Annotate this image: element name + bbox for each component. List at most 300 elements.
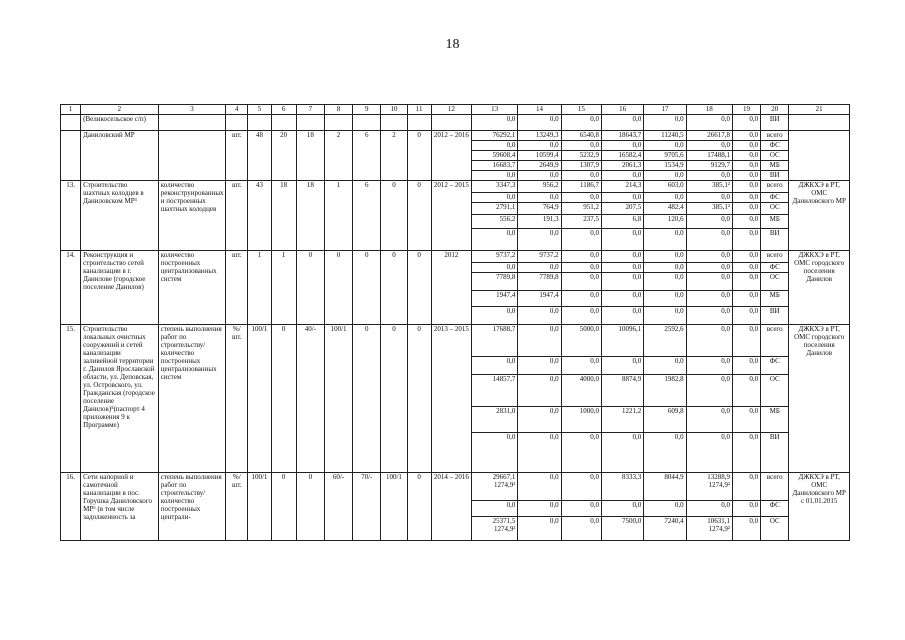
funding-value: 59608,4 xyxy=(472,151,518,161)
funding-value: 29667,1 1274,9² xyxy=(472,473,518,501)
indicator-value: 0 xyxy=(407,325,431,473)
funding-value: 4000,0 xyxy=(561,375,601,407)
column-number-1: 1 xyxy=(61,105,81,115)
funding-value: 0,0 xyxy=(686,291,732,307)
funding-value: 0,0 xyxy=(561,229,601,251)
funding-value: 16683,7 xyxy=(472,161,518,171)
funding-value: 603,0 xyxy=(644,181,686,193)
funding-value: 0,0 xyxy=(686,251,732,263)
column-number-2: 2 xyxy=(81,105,159,115)
funding-value: 26617,8 xyxy=(686,131,732,141)
unit: шт. xyxy=(226,131,248,181)
funding-value: 0,0 xyxy=(732,151,760,161)
funding-value: 0,0 xyxy=(732,251,760,263)
funding-value: 0,0 xyxy=(732,357,760,375)
table-row xyxy=(61,131,850,141)
indicator-value: 1 xyxy=(271,251,296,325)
table-row xyxy=(61,181,850,193)
indicator-value: 20 xyxy=(271,131,296,181)
column-number-7: 7 xyxy=(296,105,324,115)
funding-value: 0,0 xyxy=(732,263,760,273)
funding-value: 0,0 xyxy=(561,115,601,131)
funding-value: 7500,0 xyxy=(601,517,643,541)
funding-value: 13288,9 1274,9² xyxy=(686,473,732,501)
indicator-name xyxy=(158,131,226,181)
indicator-value xyxy=(296,115,324,131)
funding-value: 14857,7 xyxy=(472,375,518,407)
unit: шт. xyxy=(226,181,248,251)
row-number xyxy=(61,131,81,181)
funding-value: 0,0 xyxy=(601,229,643,251)
measure-name: Сети напорной и самотечной канализации в пос. Горушка Даниловского МР⁶ (в том числе задолженность за xyxy=(81,473,159,541)
funding-value: 0,0 xyxy=(601,115,643,131)
indicator-value xyxy=(248,115,271,131)
funding-value: 0,0 xyxy=(561,307,601,325)
indicator-value: 0 xyxy=(324,251,352,325)
indicator-value xyxy=(381,115,407,131)
funding-value: 0,0 xyxy=(518,307,561,325)
column-number-17: 17 xyxy=(644,105,686,115)
funding-value: 0,0 xyxy=(686,229,732,251)
funding-value: 207,5 xyxy=(601,203,643,215)
indicator-value: 2 xyxy=(381,131,407,181)
indicator-value: 100/1 xyxy=(324,325,352,473)
funding-value: 3347,3 xyxy=(472,181,518,193)
funding-value: 0,0 xyxy=(686,171,732,181)
period-years: 2013 – 2015 xyxy=(431,325,471,473)
funding-value: 0,0 xyxy=(601,171,643,181)
indicator-value: 0 xyxy=(296,251,324,325)
funding-value: 0,0 xyxy=(518,407,561,433)
indicator-value: 2 xyxy=(324,131,352,181)
funding-value: 0,0 xyxy=(686,215,732,229)
funding-value: 7789,8 xyxy=(472,273,518,291)
funding-source-code: ФС xyxy=(761,263,789,273)
funding-value: 0,0 xyxy=(732,193,760,203)
indicator-value xyxy=(353,115,381,131)
funding-source-code: ВИ xyxy=(761,307,789,325)
funding-value: 0,0 xyxy=(472,229,518,251)
table-row xyxy=(61,251,850,263)
funding-value: 2592,6 xyxy=(644,325,686,357)
row-number: 13. xyxy=(61,181,81,251)
funding-source-code: ВИ xyxy=(761,433,789,473)
funding-value: 8874,9 xyxy=(601,375,643,407)
column-number-3: 3 xyxy=(158,105,226,115)
indicator-value: 0 xyxy=(407,131,431,181)
funding-value: 0,0 xyxy=(518,229,561,251)
indicator-value: 48 xyxy=(248,131,271,181)
funding-value: 0,0 xyxy=(601,193,643,203)
funding-value: 0,0 xyxy=(518,433,561,473)
funding-value: 0,0 xyxy=(518,501,561,517)
funding-value: 0,0 xyxy=(561,273,601,291)
funding-value: 2061,3 xyxy=(601,161,643,171)
funding-source-code: ОС xyxy=(761,375,789,407)
funding-value: 0,0 xyxy=(644,357,686,375)
funding-source-code: МБ xyxy=(761,291,789,307)
indicator-name: количество реконструированных и построенных шахтных колодцев xyxy=(158,181,226,251)
funding-value: 0,0 xyxy=(686,375,732,407)
funding-value: 1186,7 xyxy=(561,181,601,193)
indicator-value: 6 xyxy=(353,181,381,251)
funding-value: 0,0 xyxy=(644,115,686,131)
indicator-value: 0 xyxy=(381,251,407,325)
funding-source-code: МБ xyxy=(761,407,789,433)
funding-value: 609,8 xyxy=(644,407,686,433)
period-years: 2012 – 2016 xyxy=(431,131,471,181)
funding-value: 0,0 xyxy=(561,501,601,517)
funding-value: 0,0 xyxy=(518,141,561,151)
column-number-21: 21 xyxy=(789,105,850,115)
funding-value: 9129,7 xyxy=(686,161,732,171)
funding-value: 76292,1 xyxy=(472,131,518,141)
funding-source-code: МБ xyxy=(761,215,789,229)
funding-value: 2831,0 xyxy=(472,407,518,433)
funding-value: 0,0 xyxy=(518,193,561,203)
funding-value: 13249,3 xyxy=(518,131,561,141)
indicator-value: 6 xyxy=(353,131,381,181)
period-years: 2014 – 2016 xyxy=(431,473,471,541)
funding-value: 237,5 xyxy=(561,215,601,229)
funding-value: 10631,1 1274,9² xyxy=(686,517,732,541)
funding-value: 0,0 xyxy=(686,193,732,203)
funding-value: 0,0 xyxy=(472,141,518,151)
funding-value: 0,0 xyxy=(732,473,760,501)
funding-value: 2649,9 xyxy=(518,161,561,171)
funding-value: 385,1² xyxy=(686,181,732,193)
table-row xyxy=(61,115,850,131)
funding-value: 0,0 xyxy=(732,141,760,151)
funding-value: 0,0 xyxy=(686,141,732,151)
funding-value: 18643,7 xyxy=(601,131,643,141)
funding-value: 9705,6 xyxy=(644,151,686,161)
indicator-value: 0 xyxy=(353,251,381,325)
indicator-name: степень выполнения работ по строительству/ количество построенных централи- xyxy=(158,473,226,541)
funding-value: 0,0 xyxy=(518,115,561,131)
funding-source-code: ФС xyxy=(761,193,789,203)
indicator-value: 0 xyxy=(271,473,296,541)
column-number-5: 5 xyxy=(248,105,271,115)
funding-value: 0,0 xyxy=(472,193,518,203)
indicator-value: 0 xyxy=(296,473,324,541)
executor: ДЖКХЭ в РТ, ОМС Даниловского МР с 01.01.2015 xyxy=(789,473,850,541)
column-number-19: 19 xyxy=(732,105,760,115)
unit: %/ шт. xyxy=(226,473,248,541)
funding-value: 1947,4 xyxy=(472,291,518,307)
funding-value: 0,0 xyxy=(732,273,760,291)
indicator-value: 18 xyxy=(296,181,324,251)
funding-value: 0,0 xyxy=(601,433,643,473)
column-number-18: 18 xyxy=(686,105,732,115)
funding-value: 0,0 xyxy=(472,171,518,181)
funding-value: 0,0 xyxy=(686,115,732,131)
indicator-value: 43 xyxy=(248,181,271,251)
funding-value: 0,0 xyxy=(518,171,561,181)
funding-value: 0,0 xyxy=(518,517,561,541)
funding-value: 7789,8 xyxy=(518,273,561,291)
indicator-value: 0 xyxy=(353,325,381,473)
funding-value: 0,0 xyxy=(732,229,760,251)
funding-value: 0,0 xyxy=(561,473,601,501)
funding-value: 0,0 xyxy=(472,263,518,273)
column-number-16: 16 xyxy=(601,105,643,115)
table-row xyxy=(61,473,850,501)
funding-value: 0,0 xyxy=(472,357,518,375)
funding-value: 0,0 xyxy=(686,263,732,273)
funding-value: 0,0 xyxy=(601,291,643,307)
funding-value: 0,0 xyxy=(686,273,732,291)
indicator-value: 1 xyxy=(248,251,271,325)
funding-value: 0,0 xyxy=(644,501,686,517)
column-number-8: 8 xyxy=(324,105,352,115)
indicator-value: 100/1 xyxy=(248,473,271,541)
funding-value: 0,0 xyxy=(732,307,760,325)
funding-value: 764,9 xyxy=(518,203,561,215)
funding-value: 0,0 xyxy=(686,501,732,517)
funding-value: 0,0 xyxy=(518,263,561,273)
funding-value: 0,0 xyxy=(686,433,732,473)
funding-source-code: МБ xyxy=(761,161,789,171)
funding-value: 1000,0 xyxy=(561,407,601,433)
funding-source-code: всего xyxy=(761,325,789,357)
funding-value: 0,0 xyxy=(732,215,760,229)
funding-value: 10096,1 xyxy=(601,325,643,357)
indicator-value: 0 xyxy=(407,181,431,251)
funding-value: 0,0 xyxy=(686,325,732,357)
funding-value: 556,2 xyxy=(472,215,518,229)
funding-source-code: ФС xyxy=(761,357,789,375)
funding-value: 214,3 xyxy=(601,181,643,193)
measure-name: (Великосельское с/п) xyxy=(81,115,159,131)
indicator-value: 18 xyxy=(296,131,324,181)
funding-source-code: ОС xyxy=(761,151,789,161)
funding-value: 0,0 xyxy=(601,501,643,517)
column-number-20: 20 xyxy=(761,105,789,115)
funding-value: 0,0 xyxy=(561,357,601,375)
executor: ДЖКХЭ в РТ, ОМС Даниловского МР xyxy=(789,181,850,251)
funding-value: 0,0 xyxy=(518,325,561,357)
measure-name: Строительство локальных очистных сооружений и сетей канализации заливейной территории г. Данилов Ярославской области, ул. Деповская, ул. Островского, ул. Гражданская (городское поселение Данилов)⁵(паспорт 4 приложения 9 к Программе) xyxy=(81,325,159,473)
funding-value: 0,0 xyxy=(732,181,760,193)
funding-value: 0,0 xyxy=(644,251,686,263)
period-years xyxy=(431,115,471,131)
funding-value: 0,0 xyxy=(686,407,732,433)
funding-source-code: ВИ xyxy=(761,229,789,251)
funding-value: 0,0 xyxy=(561,517,601,541)
funding-value: 25371,5 1274,9² xyxy=(472,517,518,541)
funding-source-code: ВИ xyxy=(761,171,789,181)
funding-value: 1221,2 xyxy=(601,407,643,433)
funding-value: 0,0 xyxy=(601,263,643,273)
indicator-value: 0 xyxy=(407,473,431,541)
executor: ДЖКХЭ в РТ, ОМС городского поселения Данилов xyxy=(789,251,850,325)
funding-value: 0,0 xyxy=(732,407,760,433)
indicator-value xyxy=(407,115,431,131)
funding-value: 0,0 xyxy=(686,357,732,375)
funding-value: 0,0 xyxy=(518,375,561,407)
period-years: 2012 xyxy=(431,251,471,325)
page-number: 18 xyxy=(445,37,460,52)
funding-value: 0,0 xyxy=(732,131,760,141)
funding-value: 956,2 xyxy=(518,181,561,193)
funding-value: 0,0 xyxy=(561,193,601,203)
funding-source-code: ОС xyxy=(761,203,789,215)
row-number: 15. xyxy=(61,325,81,473)
unit xyxy=(226,115,248,131)
unit: шт. xyxy=(226,251,248,325)
funding-value: 0,0 xyxy=(732,115,760,131)
table-row xyxy=(61,325,850,357)
funding-value: 17488,1 xyxy=(686,151,732,161)
indicator-value xyxy=(271,115,296,131)
funding-value: 0,0 xyxy=(644,171,686,181)
funding-value: 6,8 xyxy=(601,215,643,229)
funding-source-code: ФС xyxy=(761,141,789,151)
funding-value: 0,0 xyxy=(518,357,561,375)
funding-value: 0,0 xyxy=(732,171,760,181)
funding-value: 0,0 xyxy=(561,171,601,181)
measure-name: Реконструкция и строительство сетей канализации в г. Данилове (городское поселение Данилов) xyxy=(81,251,159,325)
funding-value: 0,0 xyxy=(472,307,518,325)
funding-value: 0,0 xyxy=(732,517,760,541)
column-number-12: 12 xyxy=(431,105,471,115)
funding-value: 0,0 xyxy=(644,291,686,307)
executor: ДЖКХЭ в РТ, ОМС городского поселения Данилов xyxy=(789,325,850,473)
measure-name: Даниловский МР xyxy=(81,131,159,181)
indicator-value: 70/- xyxy=(353,473,381,541)
funding-value: 8044,9 xyxy=(644,473,686,501)
funding-value: 0,0 xyxy=(472,501,518,517)
funding-value: 7240,4 xyxy=(644,517,686,541)
funding-value: 0,0 xyxy=(644,141,686,151)
funding-value: 120,6 xyxy=(644,215,686,229)
indicator-name xyxy=(158,115,226,131)
funding-value: 0,0 xyxy=(472,433,518,473)
funding-source-code: всего xyxy=(761,131,789,141)
executor xyxy=(789,131,850,181)
funding-source-code: ОС xyxy=(761,273,789,291)
funding-value: 0,0 xyxy=(732,433,760,473)
funding-value: 0,0 xyxy=(601,141,643,151)
funding-source-code: ВИ xyxy=(761,115,789,131)
funding-value: 5000,0 xyxy=(561,325,601,357)
indicator-value: 100/1 xyxy=(248,325,271,473)
funding-value: 0,0 xyxy=(644,273,686,291)
funding-value: 2791,1 xyxy=(472,203,518,215)
funding-source-code: всего xyxy=(761,473,789,501)
measure-name: Строительство шахтных колодцев в Даниловском МР³ xyxy=(81,181,159,251)
funding-source-code: ОС xyxy=(761,517,789,541)
funding-value: 0,0 xyxy=(561,291,601,307)
funding-value: 0,0 xyxy=(601,357,643,375)
indicator-value: 100/1 xyxy=(381,473,407,541)
funding-source-code: всего xyxy=(761,181,789,193)
funding-value: 0,0 xyxy=(644,193,686,203)
funding-value: 1982,8 xyxy=(644,375,686,407)
column-number-9: 9 xyxy=(353,105,381,115)
indicator-value: 60/- xyxy=(324,473,352,541)
funding-value: 9737,2 xyxy=(518,251,561,263)
funding-value: 0,0 xyxy=(644,433,686,473)
funding-value: 0,0 xyxy=(732,325,760,357)
row-number: 14. xyxy=(61,251,81,325)
executor xyxy=(789,115,850,131)
funding-value: 1947,4 xyxy=(518,291,561,307)
funding-value: 0,0 xyxy=(561,141,601,151)
funding-value: 0,0 xyxy=(601,273,643,291)
funding-value: 10599,4 xyxy=(518,151,561,161)
column-number-13: 13 xyxy=(472,105,518,115)
funding-value: 0,0 xyxy=(732,161,760,171)
column-number-11: 11 xyxy=(407,105,431,115)
funding-value: 11240,5 xyxy=(644,131,686,141)
funding-value: 17688,7 xyxy=(472,325,518,357)
funding-value: 0,0 xyxy=(472,115,518,131)
funding-source-code: всего xyxy=(761,251,789,263)
funding-value: 0,0 xyxy=(601,307,643,325)
funding-value: 5232,9 xyxy=(561,151,601,161)
funding-value: 1307,9 xyxy=(561,161,601,171)
indicator-value xyxy=(324,115,352,131)
funding-value: 0,0 xyxy=(732,501,760,517)
funding-value: 0,0 xyxy=(644,229,686,251)
funding-value: 0,0 xyxy=(561,263,601,273)
period-years: 2012 – 2015 xyxy=(431,181,471,251)
indicator-value: 0 xyxy=(407,251,431,325)
indicator-value: 1 xyxy=(324,181,352,251)
column-number-row xyxy=(61,105,850,115)
indicator-name: степень выполнения работ по строительству/ количество построенных централизованных систем xyxy=(158,325,226,473)
indicator-value: 40/- xyxy=(296,325,324,473)
indicator-value: 0 xyxy=(381,181,407,251)
funding-value: 9737,2 xyxy=(472,251,518,263)
funding-value: 0,0 xyxy=(601,251,643,263)
indicator-value: 0 xyxy=(381,325,407,473)
column-number-6: 6 xyxy=(271,105,296,115)
funding-value: 385,1² xyxy=(686,203,732,215)
funding-value: 0,0 xyxy=(561,433,601,473)
indicator-name: количество построенных централизованных систем xyxy=(158,251,226,325)
funding-value: 0,0 xyxy=(686,307,732,325)
funding-value: 8333,3 xyxy=(601,473,643,501)
funding-value: 0,0 xyxy=(644,307,686,325)
funding-value: 1534,9 xyxy=(644,161,686,171)
row-number xyxy=(61,115,81,131)
unit: %/ шт. xyxy=(226,325,248,473)
funding-value: 0,0 xyxy=(644,263,686,273)
funding-value: 6540,8 xyxy=(561,131,601,141)
funding-value: 0,0 xyxy=(732,291,760,307)
funding-value: 951,2 xyxy=(561,203,601,215)
funding-value: 0,0 xyxy=(561,251,601,263)
table-body xyxy=(61,105,850,541)
program-table xyxy=(60,104,850,541)
column-number-4: 4 xyxy=(226,105,248,115)
indicator-value: 0 xyxy=(271,325,296,473)
column-number-10: 10 xyxy=(381,105,407,115)
funding-value: 0,0 xyxy=(732,203,760,215)
indicator-value: 18 xyxy=(271,181,296,251)
funding-value: 0,0 xyxy=(518,473,561,501)
funding-value: 0,0 xyxy=(732,375,760,407)
funding-value: 482,4 xyxy=(644,203,686,215)
funding-source-code: ФС xyxy=(761,501,789,517)
funding-value: 191,3 xyxy=(518,215,561,229)
column-number-15: 15 xyxy=(561,105,601,115)
program-table-container xyxy=(60,104,850,541)
row-number: 16. xyxy=(61,473,81,541)
